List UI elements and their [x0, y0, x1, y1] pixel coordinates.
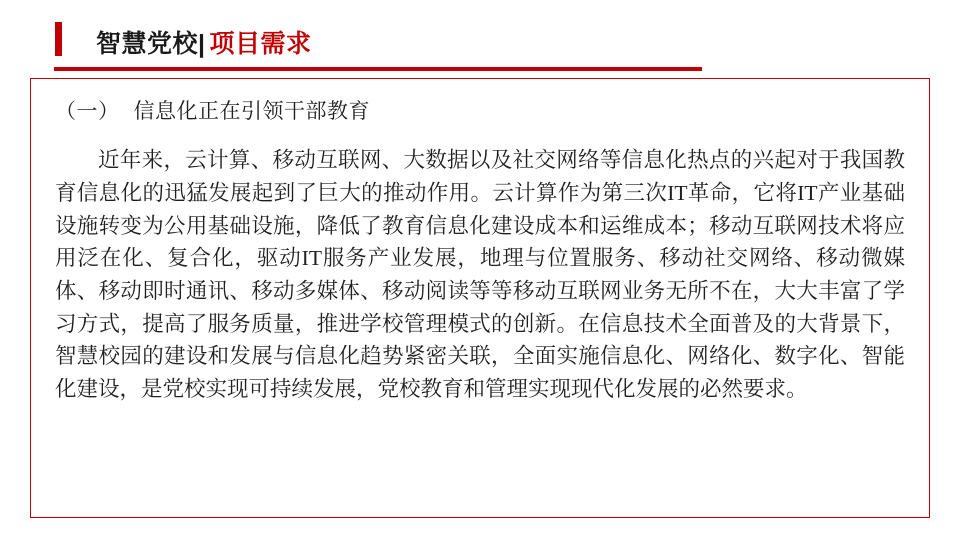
- section-title: 信息化正在引领干部教育: [133, 99, 370, 123]
- section-label: （一）: [55, 99, 120, 123]
- page-title-main: 智慧党校: [96, 30, 199, 58]
- page-title-sub: 项目需求: [209, 30, 312, 58]
- content-panel: [30, 78, 930, 518]
- section-heading: [55, 97, 905, 126]
- page-title: [96, 24, 312, 60]
- page-title-separator: |: [198, 30, 206, 58]
- body-paragraph: 近年来，云计算、移动互联网、大数据以及社交网络等信息化热点的兴起对于我国教育信息化的迅猛发展起到了巨大的推动作用。云计算作为第三次IT革命，它将IT产业基础设施转变为公用基础设施，降低了教育信息化建设成本和运维成本；移动互联网技术将应用泛在化、复合化，驱动IT服务产业发展，地理与位置服务、移动社交网络、移动微媒体、移动即时通讯、移动多媒体、移动阅读等等移动互联网业务无所不在，大大丰富了学习方式，提高了服务质量，推进学校管理模式的创新。在信息技术全面普及的大背景下，智慧校园的建设和发展与信息化趋势紧密关联，全面实施信息化、网络化、数字化、智能化建设，是党校实现可持续发展，党校教育和管理实现现代化发展的必然要求。: [55, 148, 905, 402]
- header-underline: [54, 67, 702, 71]
- header-accent-bar: [55, 22, 62, 56]
- slide-header: [0, 10, 960, 62]
